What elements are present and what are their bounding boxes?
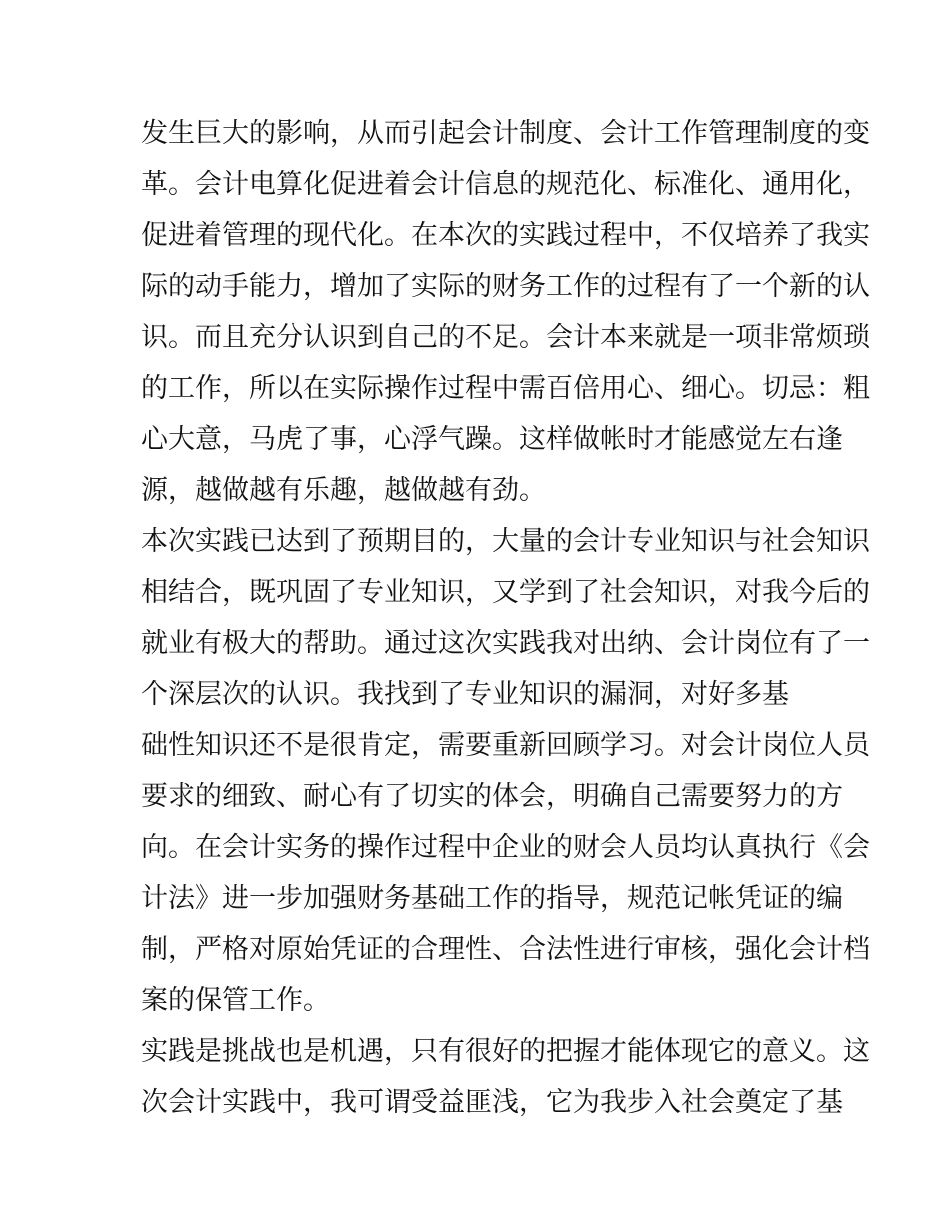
text-line: 制，严格对原始凭证的合理性、合法性进行审核，强化会计档 <box>141 934 870 965</box>
text-line: 际的动手能力，增加了实际的财务工作的过程有了一个新的认 <box>141 271 870 302</box>
text-line: 计法》进一步加强财务基础工作的指导，规范记帐凭证的编 <box>141 883 843 914</box>
body-text <box>141 108 870 1128</box>
text-line: 实践是挑战也是机遇，只有很好的把握才能体现它的意义。这 <box>141 1036 870 1067</box>
text-line: 就业有极大的帮助。通过这次实践我对出纳、会计岗位有了一 <box>141 628 870 659</box>
text-line: 案的保管工作。 <box>141 985 330 1016</box>
text-line: 相结合，既巩固了专业知识，又学到了社会知识，对我今后的 <box>141 577 870 608</box>
text-line: 的工作，所以在实际操作过程中需百倍用心、细心。切忌：粗 <box>141 373 870 404</box>
text-line: 促进着管理的现代化。在本次的实践过程中，不仅培养了我实 <box>141 220 870 251</box>
text-line: 心大意，马虎了事，心浮气躁。这样做帐时才能感觉左右逢 <box>141 424 843 455</box>
text-line: 个深层次的认识。我找到了专业知识的漏洞，对好多基 <box>141 679 789 710</box>
text-line: 要求的细致、耐心有了切实的体会，明确自己需要努力的方 <box>141 781 843 812</box>
text-line: 源，越做越有乐趣，越做越有劲。 <box>141 475 546 506</box>
text-line: 革。会计电算化促进着会计信息的规范化、标准化、通用化， <box>141 169 870 200</box>
text-line: 发生巨大的影响，从而引起会计制度、会计工作管理制度的变 <box>141 118 870 149</box>
text-line: 本次实践已达到了预期目的，大量的会计专业知识与社会知识 <box>141 526 870 557</box>
text-line: 础性知识还不是很肯定，需要重新回顾学习。对会计岗位人员 <box>141 730 870 761</box>
text-line: 向。在会计实务的操作过程中企业的财会人员均认真执行《会 <box>141 832 870 863</box>
text-line: 识。而且充分认识到自己的不足。会计本来就是一项非常烦琐 <box>141 322 870 353</box>
text-line: 次会计实践中，我可谓受益匪浅，它为我步入社会奠定了基 <box>141 1087 843 1118</box>
